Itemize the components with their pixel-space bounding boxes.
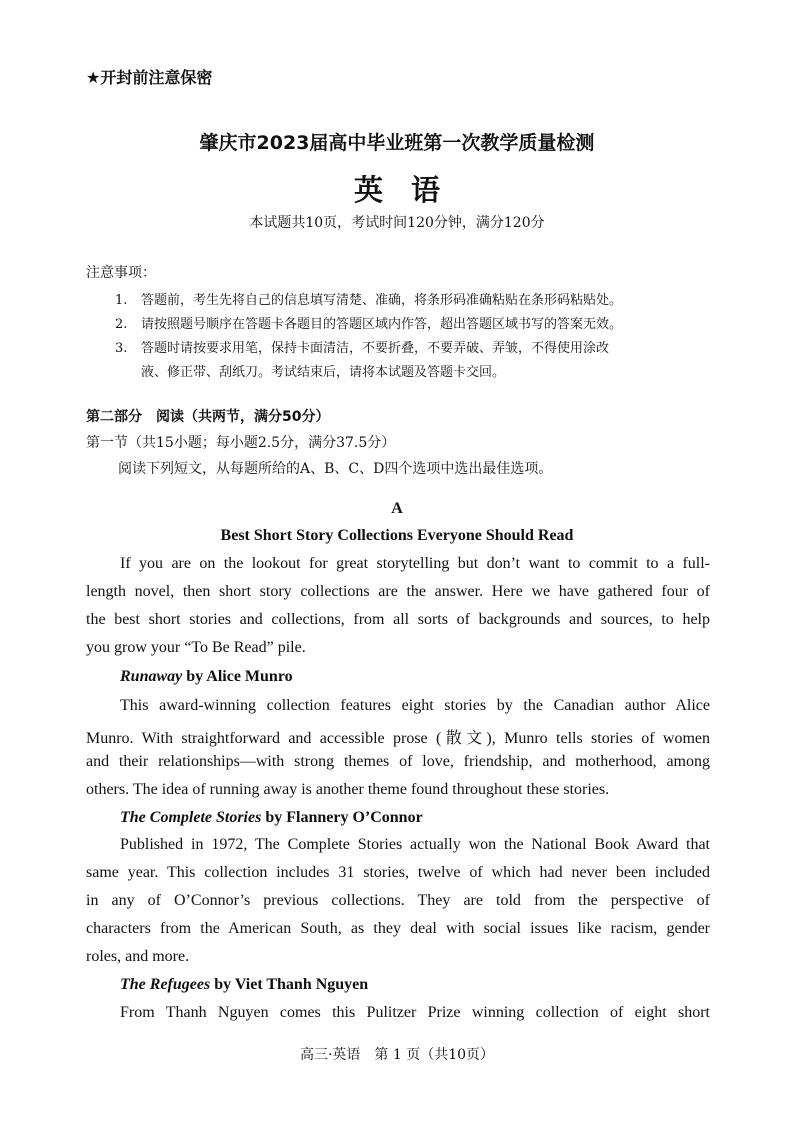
note-text: 请按照题号顺序在答题卡各题目的答题区域内作答，超出答题区域书写的答案无效。 <box>141 317 623 332</box>
paragraph-line: Munro. With straightforward and accessible prose (散文), Munro tells stories of women <box>86 730 710 747</box>
book-author: by Flannery O’Connor <box>261 809 423 826</box>
book-title: The Complete Stories <box>120 809 262 826</box>
book-heading <box>120 809 423 827</box>
paragraph-line: in any of O’Connor’s previous collections. They are told from the perspective of <box>86 892 710 909</box>
paragraph-line: the best short stories and collections, from all sorts of backgrounds and sources, to help <box>86 611 710 628</box>
note-text: 答题时请按要求用笔，保持卡面清洁，不要折叠，不要弄破、弄皱，不得使用涂改 <box>141 341 610 356</box>
section-instruction: 阅读下列短文，从每题所给的A、B、C、D四个选项中选出最佳选项。 <box>118 461 553 477</box>
paragraph-line: same year. This collection includes 31 stories, twelve of which had never been included <box>86 864 710 881</box>
note-item <box>115 337 609 356</box>
note-continuation: 液、修正带、刮纸刀。考试结束后，请将本试题及答题卡交回。 <box>141 365 506 380</box>
confidential-notice: ★开封前注意保密 <box>86 68 213 87</box>
book-heading <box>120 976 368 994</box>
paragraph-line: characters from the American South, as they deal with social issues like racism, gender <box>86 920 710 937</box>
note-number: 3. <box>115 341 128 356</box>
page-footer: 高三·英语 第 1 页（共10页） <box>299 1047 495 1063</box>
note-number: 2. <box>115 317 128 332</box>
passage-label: A <box>391 500 403 517</box>
paragraph-line: From Thanh Nguyen comes this Pulitzer Prize winning collection of eight short <box>120 1004 710 1021</box>
subject-title: 英语 <box>353 173 468 207</box>
paragraph-line: others. The idea of running away is another theme found throughout these stories. <box>86 781 610 798</box>
paragraph-line: roles, and more. <box>86 948 190 965</box>
note-text: 答题前，考生先将自己的信息填写清楚、准确，将条形码准确粘贴在条形码粘贴处。 <box>141 293 623 308</box>
book-title: The Refugees <box>120 976 211 993</box>
note-item <box>115 289 622 308</box>
exam-title: 肇庆市2023届高中毕业班第一次教学质量检测 <box>199 132 595 154</box>
note-number: 1. <box>115 293 128 308</box>
paragraph-line: If you are on the lookout for great storytelling but don’t want to commit to a full- <box>120 555 710 572</box>
notes-title: 注意事项： <box>86 265 156 281</box>
paragraph-line: and their relationships—with strong themes of love, friendship, and motherhood, among <box>86 753 710 770</box>
passage-title: Best Short Story Collections Everyone Should Read <box>220 527 574 544</box>
book-heading <box>120 668 293 686</box>
book-author: by Viet Thanh Nguyen <box>210 976 369 993</box>
paragraph-line: length novel, then short story collections are the answer. Here we have gathered four of <box>86 583 710 600</box>
paragraph-line: Published in 1972, The Complete Stories actually won the National Book Award that <box>120 836 710 853</box>
exam-info: 本试题共10页，考试时间120分钟，满分120分 <box>249 215 545 231</box>
section-title: 第一节（共15小题；每小题2.5分，满分37.5分） <box>86 435 396 451</box>
paragraph-line: you grow your “To Be Read” pile. <box>86 639 306 656</box>
part-title: 第二部分 阅读（共两节，满分50分） <box>86 409 330 425</box>
paragraph-line: This award-winning collection features eight stories by the Canadian author Alice <box>120 697 710 714</box>
note-item <box>115 313 622 332</box>
book-author: by Alice Munro <box>182 668 293 685</box>
book-title: Runaway <box>120 668 183 685</box>
